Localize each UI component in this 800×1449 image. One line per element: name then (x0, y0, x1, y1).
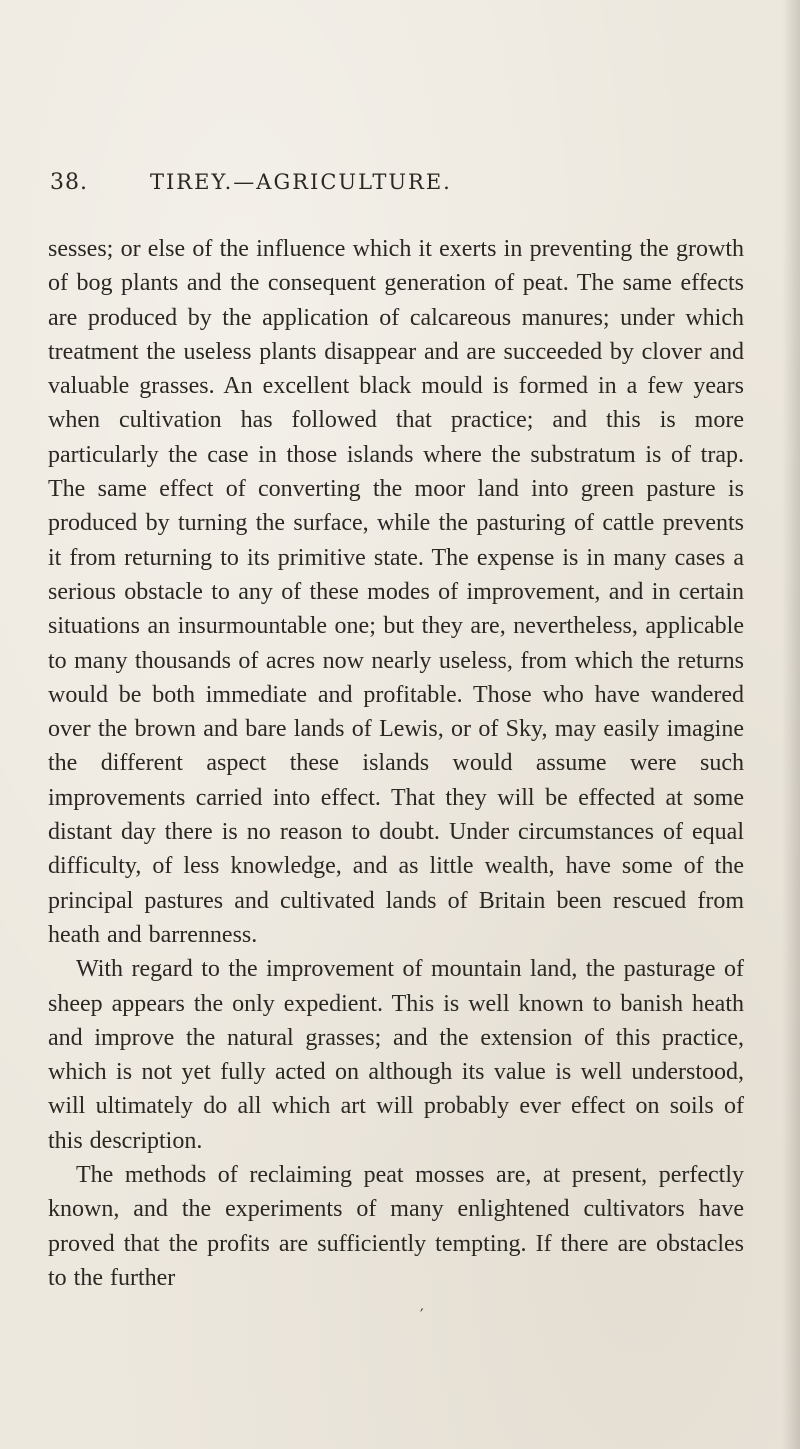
paragraph-2: With regard to the improvement of mountain land, the pasturage of sheep appears the only expedient. This is well known to banish heath and improve the natural grasses; and the extension of this practice, which is not yet fully acted on although its value is well understood, will ultimately do all which art will probably ever effect on soils of this description. (48, 956, 744, 1154)
page-header (50, 170, 740, 210)
page-number: 38. (50, 170, 88, 195)
footer-mark: ′ (420, 1305, 424, 1324)
paragraph-1: sesses; or else of the influence which it exerts in preventing the growth of bog plants and the consequent generation of peat. The same effects are produced by the application of calcareous manures; under which treatment the useless plants disappear and are succeeded by clover and valuable grasses. An excellent black mould is formed in a few years when cultivation has followed that practice; and this is more particularly the case in those islands where the substratum is of trap. The same effect of converting the moor land into green pasture is produced by turning the surface, while the pasturing of cattle prevents it from returning to its primitive state. The expense is in many cases a serious obstacle to any of these modes of improvement, and in certain situations an insurmountable one; but they are, nevertheless, applicable to many thousands of acres now nearly useless, from which the returns would be both immediate and profitable. Those who have wandered over the brown and bare lands of Lewis, or of Sky, may easily imagine the different aspect these islands would assume were such improvements carried into effect. That they will be effected at some distant day there is no reason to doubt. Under circumstances of equal difficulty, of less knowledge, and as little wealth, have some of the principal pastures and cultivated lands of Britain been rescued from heath and barrenness. (48, 236, 744, 948)
running-head: TIREY.—AGRICULTURE. (150, 170, 452, 194)
page-edge-shadow (782, 0, 800, 1449)
body-text (48, 232, 744, 1295)
paragraph-3: The methods of reclaiming peat mosses are, at present, perfectly known, and the experiments of many enlightened cultivators have proved that the profits are sufficiently tempting. If there are obstacles to the further (48, 1162, 744, 1291)
